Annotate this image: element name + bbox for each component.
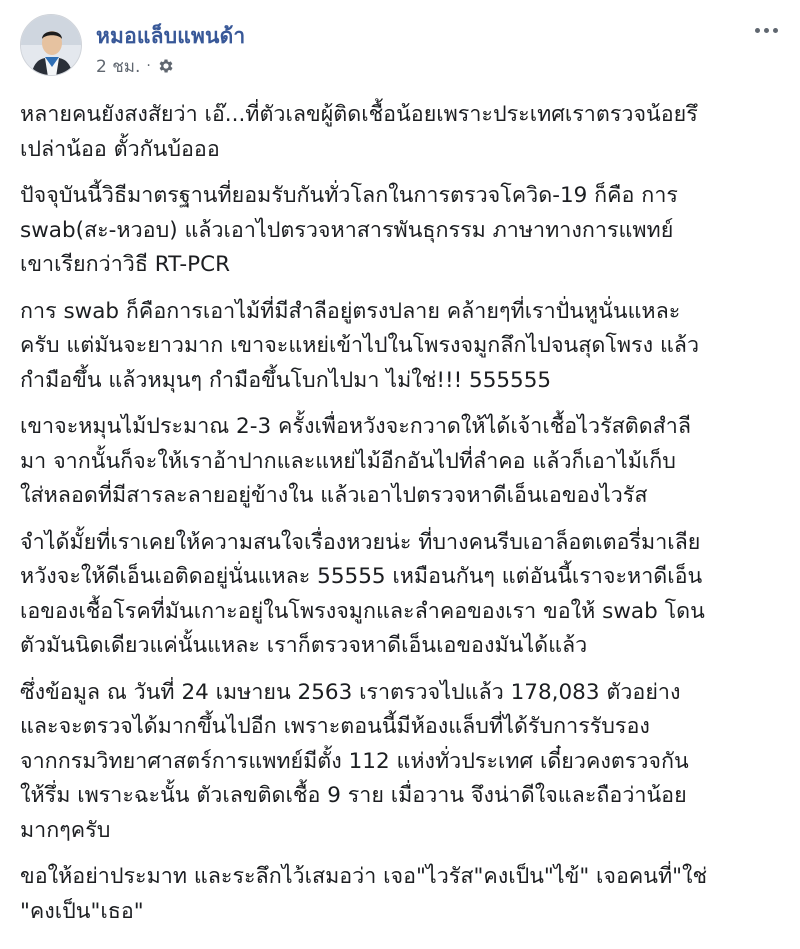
text-line: ให้รึ่ม เพราะฉะนั้น ตัวเลขติดเชื้อ 9 ราย เมื่อวาน จึงน่าดีใจและถือว่าน้อย	[20, 783, 687, 808]
text-line: หวังจะให้ดีเอ็นเอติดอยู่นั่นแหละ 55555 เหมือนกันๆ แต่อันนี้เราจะหาดีเอ็น	[20, 564, 703, 589]
more-options-icon[interactable]	[752, 18, 780, 42]
avatar[interactable]	[20, 14, 82, 76]
profile-photo-icon	[21, 15, 82, 76]
text-line: เขาจะหมุนไม้ประมาณ 2-3 ครั้งเพื่อหวังจะกวาดให้ได้เจ้าเชื้อไวรัสติดสำลี	[20, 414, 692, 439]
paragraph	[20, 526, 786, 664]
text-line: "คงเป็น"เธอ"	[20, 898, 144, 924]
more-dot	[773, 28, 778, 33]
text-line: มากๆครับ	[20, 817, 111, 843]
text-line: swab(สะ-หวอบ) แล้วเอาไปตรวจหาสารพันธุกรรม ภาษาทางการแพทย์	[20, 217, 674, 243]
post-body	[20, 98, 786, 941]
author-name[interactable]: หมอแล็บแพนด้า	[96, 24, 246, 48]
more-dot	[764, 28, 769, 33]
post-meta	[96, 54, 175, 78]
paragraph	[20, 98, 786, 167]
text-line: การ swab ก็คือการเอาไม้ที่มีสำลีอยู่ตรงปลาย คล้ายๆที่เราปั่นหูนั่นแหละ	[20, 298, 681, 324]
text-line: กำมือขึ้น แล้วหมุนๆ กำมือขึ้นโบกไปมา ไม่ใช่!!! 555555	[20, 367, 552, 393]
text-line: ซึ่งข้อมูล ณ วันที่ 24 เมษายน 2563 เราตรวจไปแล้ว 178,083 ตัวอย่าง	[20, 679, 681, 705]
text-line: มา จากนั้นก็จะให้เราอ้าปากและแหย่ไม้อีกอันไปที่ลำคอ แล้วก็เอาไม้เก็บ	[20, 448, 676, 474]
paragraph	[20, 295, 786, 399]
text-line: เปล่าน้ออ ตั้วกันบ้อออ	[20, 136, 220, 162]
post-header	[20, 14, 780, 84]
gear-icon[interactable]	[157, 57, 175, 75]
post-timestamp[interactable]: 2 ชม.	[96, 56, 141, 77]
text-line: เอของเชื้อโรคที่มันเกาะอยู่ในโพรงจมูกและลำคอของเรา ขอให้ swab โดน	[20, 598, 705, 624]
text-line: ใส่หลอดที่มีสารละลายอยู่ข้างใน แล้วเอาไปตรวจหาดีเอ็นเอของไวรัส	[20, 483, 648, 508]
text-line: ครับ แต่มันจะยาวมาก เขาจะแหย่เข้าไปในโพรงจมูกลึกไปจนสุดโพรง แล้ว	[20, 333, 700, 358]
text-line: จากกรมวิทยาศาสตร์การแพทย์มีตั้ง 112 แห่งทั่วประเทศ เดี๋ยวคงตรวจกัน	[20, 748, 689, 774]
text-line: ตัวมันนิดเดียวแค่นั้นแหละ เราก็ตรวจหาดีเอ็นเอของมันได้แล้ว	[20, 633, 588, 658]
text-line: และจะตรวจได้มากขึ้นไปอีก เพราะตอนนี้มีห้องแล็บที่ได้รับการรับรอง	[20, 714, 650, 739]
text-line: ขอให้อย่าประมาท และระลึกไว้เสมอว่า เจอ"ไวรัส"คงเป็น"ไข้" เจอคนที่"ใช่	[20, 864, 708, 889]
text-line: ปัจจุบันนี้วิธีมาตรฐานที่ยอมรับกันทั่วโลกในการตรวจโควิด-19 ก็คือ การ	[20, 183, 678, 208]
paragraph	[20, 860, 786, 929]
paragraph	[20, 179, 786, 283]
text-line: หลายคนยังสงสัยว่า เอ๊...ที่ตัวเลขผู้ติดเชื้อน้อยเพราะประเทศเราตรวจน้อยรึ	[20, 102, 698, 127]
paragraph	[20, 676, 786, 849]
meta-separator: ·	[146, 58, 151, 74]
text-line: จำได้มั้ยที่เราเคยให้ความสนใจเรื่องหวยน่ะ ที่บางคนรีบเอาล็อตเตอรี่มาเลีย	[20, 529, 701, 555]
paragraph	[20, 410, 786, 514]
more-dot	[755, 28, 760, 33]
text-line: เขาเรียกว่าวิธี RT-PCR	[20, 252, 231, 277]
